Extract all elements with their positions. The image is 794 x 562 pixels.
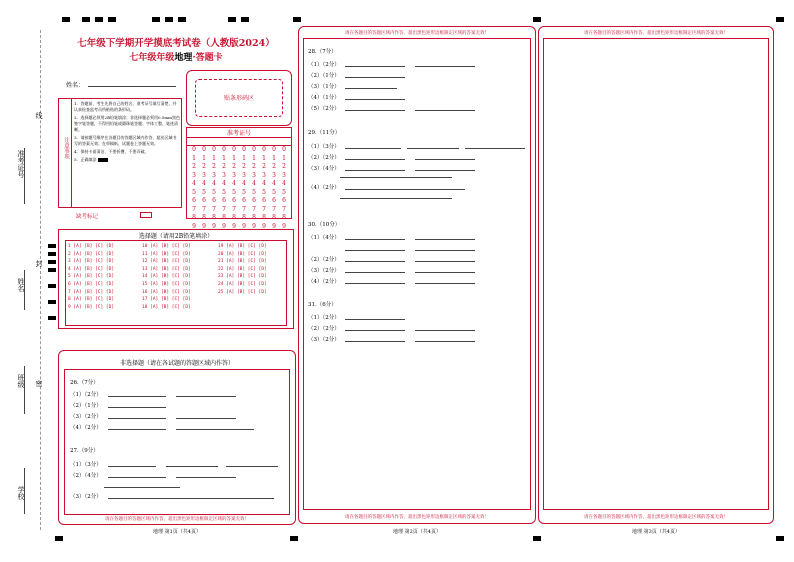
digit-column <box>230 146 238 231</box>
q30-part: （1）（4分） <box>308 235 340 241</box>
answer-line[interactable] <box>415 261 475 262</box>
digit-bubble[interactable]: 6 <box>262 197 266 204</box>
boundary-note: 请在各题目的答题区域内作答，超出黑色矩形边框限定区域的答案无效！ <box>584 515 728 520</box>
digit-column <box>200 146 208 231</box>
q30-part: （4）（2分） <box>308 279 340 285</box>
choice-item[interactable]: 9 [A] [B] [C] [D] <box>68 304 115 310</box>
digit-bubble[interactable]: 5 <box>272 188 276 196</box>
registration-mark <box>48 284 56 288</box>
barcode-frame <box>186 70 292 126</box>
digit-bubble[interactable]: 9 <box>242 222 246 230</box>
page-title: 七年级下学期开学摸底考试卷（人教版2024） <box>77 38 275 49</box>
registration-mark <box>293 17 301 22</box>
absent-label: 缺考标记 <box>76 214 99 220</box>
q26-part: （4）（2分） <box>70 425 102 431</box>
answer-line[interactable] <box>345 272 405 273</box>
side-label-secret: 密 <box>35 380 43 387</box>
digit-bubble[interactable]: 4 <box>272 180 276 187</box>
side-label-school: 学校 <box>17 486 25 500</box>
answer-line[interactable] <box>407 148 459 149</box>
choice-item[interactable]: 19 [A] [B] [C] [D] <box>218 244 267 249</box>
digit-bubble[interactable]: 3 <box>222 171 226 179</box>
digit-bubble[interactable]: 9 <box>272 222 276 230</box>
digit-bubble[interactable]: 7 <box>272 205 276 213</box>
choice-title: 选择题（请用2B铅笔填涂） <box>138 233 214 240</box>
digit-bubble[interactable]: 3 <box>242 171 246 179</box>
digit-bubble[interactable]: 8 <box>212 214 216 221</box>
answer-line[interactable] <box>226 466 278 467</box>
q26-part: （1）（2分） <box>70 392 102 398</box>
q30-part: （3）（2分） <box>308 268 340 274</box>
registration-mark <box>776 536 784 541</box>
page-subtitle: 七年级年级地理·答题卡 <box>129 53 223 63</box>
digit-bubble[interactable]: 8 <box>202 214 206 221</box>
answer-line[interactable] <box>415 66 475 67</box>
choice-item[interactable]: 3 [A] [B] [C] [D] <box>68 259 115 265</box>
registration-mark <box>48 300 56 304</box>
name-field[interactable] <box>88 86 176 87</box>
answer-line[interactable] <box>108 466 156 467</box>
answer-inner-box <box>543 38 769 510</box>
digit-bubble[interactable]: 5 <box>192 188 196 196</box>
digit-bubble[interactable]: 3 <box>212 171 216 179</box>
side-label-name: 姓名 <box>17 278 25 292</box>
digit-bubble[interactable]: 9 <box>212 222 216 230</box>
side-label-exam-no: 准考证号 <box>17 150 25 178</box>
notice-item: 4．保持卡面清洁，不要折叠、不要弄破。 <box>74 149 149 154</box>
digit-column <box>210 146 218 231</box>
answer-line[interactable] <box>345 77 405 78</box>
answer-line[interactable] <box>176 429 254 430</box>
digit-bubble[interactable]: 2 <box>232 163 236 170</box>
boundary-note: 请在各题目的答题区域内作答，超出黑色矩形边框限定区域的答案无效！ <box>345 31 489 36</box>
choice-col-2 <box>142 243 191 311</box>
digit-bubble[interactable]: 1 <box>262 154 266 162</box>
digit-bubble[interactable]: 3 <box>202 171 206 179</box>
digit-bubble[interactable]: 9 <box>252 222 256 230</box>
digit-bubble[interactable]: 8 <box>252 214 256 221</box>
choice-item[interactable]: 14 [A] [B] [C] [D] <box>142 274 191 280</box>
choice-item[interactable]: 5 [A] [B] [C] [D] <box>68 274 115 280</box>
q27-part: （2）（4分） <box>70 473 102 479</box>
digit-bubble[interactable]: 5 <box>252 188 256 196</box>
digit-bubble[interactable]: 4 <box>232 180 236 187</box>
registration-mark <box>152 17 160 22</box>
digit-bubble[interactable]: 1 <box>212 154 216 162</box>
digit-bubble[interactable]: 1 <box>222 154 226 162</box>
digit-bubble[interactable]: 2 <box>272 163 276 170</box>
q29-part: （1）（3分） <box>308 144 340 150</box>
registration-mark <box>48 316 56 320</box>
digit-bubble[interactable]: 6 <box>202 197 206 204</box>
registration-mark <box>48 268 56 272</box>
registration-mark <box>82 17 90 22</box>
q28-part: （4）（1分） <box>308 95 340 101</box>
answer-line[interactable] <box>108 407 166 408</box>
answer-line[interactable] <box>345 110 405 111</box>
q29-heading: 29.（11分） <box>308 130 341 136</box>
digit-bubble[interactable]: 7 <box>262 205 266 213</box>
page-footer: 地理 第3页（共4页） <box>632 529 680 535</box>
answer-line[interactable] <box>465 148 525 149</box>
choice-item[interactable]: 16 [A] [B] [C] [D] <box>142 289 191 295</box>
digit-column <box>270 146 278 231</box>
answer-line[interactable] <box>176 396 236 397</box>
digit-bubble[interactable]: 0 <box>192 146 196 153</box>
digit-bubble[interactable]: 7 <box>212 205 216 213</box>
answer-line[interactable] <box>345 330 405 331</box>
answer-line[interactable] <box>108 498 274 499</box>
choice-item[interactable]: 11 [A] [B] [C] [D] <box>142 251 191 257</box>
side-fill-line <box>24 270 25 310</box>
choice-item[interactable]: 12 [A] [B] [C] [D] <box>142 259 191 265</box>
digit-bubble[interactable]: 7 <box>282 205 286 213</box>
digit-bubble[interactable]: 0 <box>222 146 226 153</box>
digit-bubble[interactable]: 0 <box>272 146 276 153</box>
answer-line[interactable] <box>345 239 405 240</box>
choice-item[interactable]: 22 [A] [B] [C] [D] <box>218 266 267 272</box>
answer-line[interactable] <box>108 396 166 397</box>
registration-mark <box>533 536 541 541</box>
answer-line[interactable] <box>345 250 405 251</box>
digit-bubble[interactable]: 2 <box>202 163 206 170</box>
side-fill-line <box>24 366 25 414</box>
answer-line[interactable] <box>340 198 452 199</box>
digit-bubble[interactable]: 7 <box>192 205 196 213</box>
q30-heading: 30.（10分） <box>308 222 341 228</box>
digit-bubble[interactable]: 3 <box>192 171 196 179</box>
answer-line[interactable] <box>345 189 465 190</box>
digit-bubble[interactable]: 6 <box>212 197 216 204</box>
choice-item[interactable]: 15 [A] [B] [C] [D] <box>142 281 191 287</box>
digit-bubble[interactable]: 2 <box>262 163 266 170</box>
digit-bubble[interactable]: 3 <box>232 171 236 179</box>
notice-item: 1．答题前，考生先将自己的姓名、准考证号填写清楚，并认真检查监考员所粘贴的条形码。 <box>74 101 177 112</box>
digit-bubble[interactable]: 4 <box>222 180 226 187</box>
nonchoice-title: 非选择题（请在各试题的答题区域内作答） <box>119 360 234 367</box>
answer-line[interactable] <box>415 250 475 251</box>
choice-item[interactable]: 10 [A] [B] [C] [D] <box>142 244 191 249</box>
binding-line <box>40 30 41 530</box>
digit-bubble[interactable]: 8 <box>282 214 286 221</box>
digit-bubble[interactable]: 9 <box>222 222 226 230</box>
answer-line[interactable] <box>345 66 405 67</box>
digit-bubble[interactable]: 1 <box>192 154 196 162</box>
answer-line[interactable] <box>345 159 405 160</box>
answer-line[interactable] <box>345 88 397 89</box>
digit-bubble[interactable]: 5 <box>222 188 226 196</box>
digit-bubble[interactable]: 0 <box>202 146 206 153</box>
answer-line[interactable] <box>176 418 236 419</box>
digit-bubble[interactable]: 0 <box>282 146 286 153</box>
choice-col-1 <box>68 243 114 311</box>
q31-part: （2）（2分） <box>308 326 340 332</box>
exam-number-label: 准考证号 <box>226 130 251 137</box>
digit-bubble[interactable]: 3 <box>272 171 276 179</box>
q29-part: （3）（4分） <box>308 166 340 172</box>
digit-bubble[interactable]: 6 <box>272 197 276 204</box>
digit-bubble[interactable]: 8 <box>262 214 266 221</box>
q27-part: （3）（2分） <box>70 494 102 500</box>
notice-box <box>58 98 182 208</box>
digit-bubble[interactable]: 6 <box>242 197 246 204</box>
digit-bubble[interactable]: 4 <box>242 180 246 187</box>
registration-mark <box>165 17 173 22</box>
q31-part: （1）（2分） <box>308 315 340 321</box>
digit-bubble[interactable]: 1 <box>202 154 206 162</box>
digit-bubble[interactable]: 8 <box>272 214 276 221</box>
choice-item[interactable]: 20 [A] [B] [C] [D] <box>218 251 267 257</box>
answer-line[interactable] <box>415 170 475 171</box>
side-fill-line <box>24 148 25 204</box>
registration-mark <box>48 252 56 256</box>
digit-bubble[interactable]: 1 <box>272 154 276 162</box>
digit-bubble[interactable]: 0 <box>252 146 256 153</box>
answer-line[interactable] <box>108 477 166 478</box>
notice-item: 3．请按题号顺序在各题目的答题区域内作答，超出区域书写的答案无效；在草稿纸、试题卷上答题无效。 <box>74 135 177 146</box>
digit-bubble[interactable]: 5 <box>242 188 246 196</box>
digit-bubble[interactable]: 6 <box>282 197 286 204</box>
digit-bubble[interactable]: 9 <box>202 222 206 230</box>
digit-bubble[interactable]: 6 <box>192 197 196 204</box>
digit-bubble[interactable]: 2 <box>222 163 226 170</box>
choice-item[interactable]: 24 [A] [B] [C] [D] <box>218 281 267 287</box>
side-fill-line <box>24 468 25 514</box>
answer-line[interactable] <box>104 487 180 488</box>
registration-mark <box>776 17 784 22</box>
registration-mark <box>48 260 56 264</box>
page-footer: 地理 第1页（共4页） <box>153 529 201 535</box>
notice-divider <box>71 99 72 207</box>
digit-column <box>250 146 258 231</box>
choice-item[interactable]: 6 [A] [B] [C] [D] <box>68 281 115 287</box>
side-label-seal: 封 <box>35 260 43 267</box>
q28-part: （3）（1分） <box>308 84 340 90</box>
page-footer: 地理 第2页（共4页） <box>393 529 441 535</box>
digit-bubble[interactable]: 1 <box>282 154 286 162</box>
choice-item[interactable]: 23 [A] [B] [C] [D] <box>218 274 267 280</box>
digit-bubble[interactable]: 9 <box>282 222 286 230</box>
q26-heading: 26.（7分） <box>70 380 99 386</box>
digit-bubble[interactable]: 4 <box>262 180 266 187</box>
notice-list <box>74 101 180 163</box>
answer-line[interactable] <box>345 99 405 100</box>
digit-bubble[interactable]: 9 <box>192 222 196 230</box>
answer-line[interactable] <box>415 110 475 111</box>
choice-item[interactable]: 8 [A] [B] [C] [D] <box>68 297 115 303</box>
filled-sample-icon <box>98 158 108 162</box>
notice-item: 2．选择题必须用2B铅笔填涂；非选择题必须用0.5mm黑色签字笔答题，不得用铅笔或圆珠笔答题；字体工整、笔迹清晰。 <box>74 115 180 132</box>
digit-bubble[interactable]: 0 <box>262 146 266 153</box>
q28-part: （2）（1分） <box>308 73 340 79</box>
boundary-note: 请在各题目的答题区域内作答，超出黑色矩形边框限定区域的答案无效！ <box>105 517 249 522</box>
side-label-class: 班级 <box>17 374 25 388</box>
answer-line[interactable] <box>415 159 475 160</box>
registration-mark <box>533 17 541 22</box>
boundary-note: 请在各题目的答题区域内作答，超出黑色矩形边框限定区域的答案无效！ <box>584 31 728 36</box>
registration-mark <box>228 17 236 22</box>
choice-item[interactable]: 1 [A] [B] [C] [D] <box>68 244 115 249</box>
digit-bubble[interactable]: 2 <box>242 163 246 170</box>
absent-checkbox[interactable] <box>140 212 152 218</box>
q29-part: （2）（2分） <box>308 155 340 161</box>
q27-part: （1）（3分） <box>70 462 102 468</box>
answer-line[interactable] <box>345 148 401 149</box>
digit-bubble[interactable]: 7 <box>242 205 246 213</box>
digit-bubble[interactable]: 9 <box>232 222 236 230</box>
digit-bubble[interactable]: 5 <box>212 188 216 196</box>
digit-bubble[interactable]: 3 <box>282 171 286 179</box>
choice-item[interactable]: 4 [A] [B] [C] [D] <box>68 266 115 272</box>
q26-part: （2）（1分） <box>70 403 102 409</box>
digit-bubble[interactable]: 6 <box>222 197 226 204</box>
notice-label: 注意事项 <box>63 137 69 159</box>
q30-part: （2）（2分） <box>308 257 340 263</box>
digit-column <box>280 146 288 231</box>
digit-bubble[interactable]: 2 <box>192 163 196 170</box>
registration-mark <box>62 17 70 22</box>
answer-line[interactable] <box>108 418 166 419</box>
name-label: 姓名： <box>66 82 85 89</box>
digit-bubble[interactable]: 1 <box>232 154 236 162</box>
choice-item[interactable]: 7 [A] [B] [C] [D] <box>68 289 115 295</box>
choice-item[interactable]: 13 [A] [B] [C] [D] <box>142 266 191 272</box>
registration-mark <box>95 17 103 22</box>
digit-bubble[interactable]: 5 <box>262 188 266 196</box>
q29-part: （4）（2分） <box>308 185 340 191</box>
digit-bubble[interactable]: 3 <box>252 171 256 179</box>
choice-item[interactable]: 2 [A] [B] [C] [D] <box>68 251 115 257</box>
answer-line[interactable] <box>345 170 405 171</box>
digit-bubble[interactable]: 8 <box>222 214 226 221</box>
digit-bubble[interactable]: 4 <box>202 180 206 187</box>
digit-column <box>190 146 198 231</box>
q28-part: （1）（2分） <box>308 62 340 68</box>
q27-heading: 27.（9分） <box>70 448 99 454</box>
answer-line[interactable] <box>345 283 405 284</box>
q26-part: （3）（2分） <box>70 414 102 420</box>
q28-heading: 28.（7分） <box>308 49 337 55</box>
digit-bubble[interactable]: 8 <box>192 214 196 221</box>
answer-line[interactable] <box>345 341 405 342</box>
q31-heading: 31.（6分） <box>308 302 337 308</box>
answer-line[interactable] <box>415 330 475 331</box>
choice-col-3 <box>218 243 267 296</box>
digit-bubble[interactable]: 0 <box>212 146 216 153</box>
digit-bubble[interactable]: 7 <box>202 205 206 213</box>
digit-bubble[interactable]: 2 <box>252 163 256 170</box>
digit-bubble[interactable]: 1 <box>252 154 256 162</box>
answer-line[interactable] <box>345 319 405 320</box>
digit-bubble[interactable]: 7 <box>222 205 226 213</box>
digit-bubble[interactable]: 7 <box>252 205 256 213</box>
q28-part: （5）（2分） <box>308 106 340 112</box>
side-label-line: 线 <box>35 112 43 119</box>
registration-mark <box>290 536 298 541</box>
registration-mark <box>108 17 116 22</box>
digit-bubble[interactable]: 6 <box>232 197 236 204</box>
notice-item: 5．正确填涂 <box>74 157 180 163</box>
digit-bubble[interactable]: 7 <box>232 205 236 213</box>
digit-bubble[interactable]: 5 <box>202 188 206 196</box>
answer-line[interactable] <box>166 466 218 467</box>
digit-bubble[interactable]: 5 <box>282 188 286 196</box>
digit-bubble[interactable]: 0 <box>232 146 236 153</box>
digit-bubble[interactable]: 4 <box>192 180 196 187</box>
answer-line[interactable] <box>340 177 452 178</box>
digit-bubble[interactable]: 1 <box>242 154 246 162</box>
registration-mark <box>55 536 63 541</box>
registration-mark <box>241 17 249 22</box>
answer-line[interactable] <box>415 272 475 273</box>
digit-column <box>220 146 228 231</box>
q31-part: （3）（2分） <box>308 337 340 343</box>
choice-item[interactable]: 18 [A] [B] [C] [D] <box>142 304 191 310</box>
boundary-note: 请在各题目的答题区域内作答，超出黑色矩形边框限定区域的答案无效！ <box>345 515 489 520</box>
digit-bubble[interactable]: 2 <box>212 163 216 170</box>
digit-bubble[interactable]: 4 <box>212 180 216 187</box>
answer-line[interactable] <box>108 429 166 430</box>
digit-column <box>260 146 268 231</box>
digit-bubble[interactable]: 8 <box>242 214 246 221</box>
digit-bubble[interactable]: 3 <box>262 171 266 179</box>
digit-bubble[interactable]: 5 <box>232 188 236 196</box>
choice-item[interactable]: 21 [A] [B] [C] [D] <box>218 259 267 265</box>
barcode-label: 贴条形码区 <box>223 95 254 102</box>
digit-bubble[interactable]: 4 <box>252 180 256 187</box>
grid-line <box>187 137 291 138</box>
digit-bubble[interactable]: 0 <box>242 146 246 153</box>
digit-bubble[interactable]: 4 <box>282 180 286 187</box>
answer-line[interactable] <box>415 283 475 284</box>
registration-mark <box>48 244 56 248</box>
digit-column <box>240 146 248 231</box>
registration-mark <box>178 17 186 22</box>
choice-item[interactable]: 25 [A] [B] [C] [D] <box>218 289 267 295</box>
digit-bubble[interactable]: 9 <box>262 222 266 230</box>
answer-line[interactable] <box>415 239 475 240</box>
digit-bubble[interactable]: 2 <box>282 163 286 170</box>
answer-line[interactable] <box>345 261 405 262</box>
answer-line[interactable] <box>415 341 475 342</box>
digit-bubble[interactable]: 8 <box>232 214 236 221</box>
digit-bubble[interactable]: 6 <box>252 197 256 204</box>
choice-item[interactable]: 17 [A] [B] [C] [D] <box>142 297 191 303</box>
answer-line[interactable] <box>176 477 236 478</box>
